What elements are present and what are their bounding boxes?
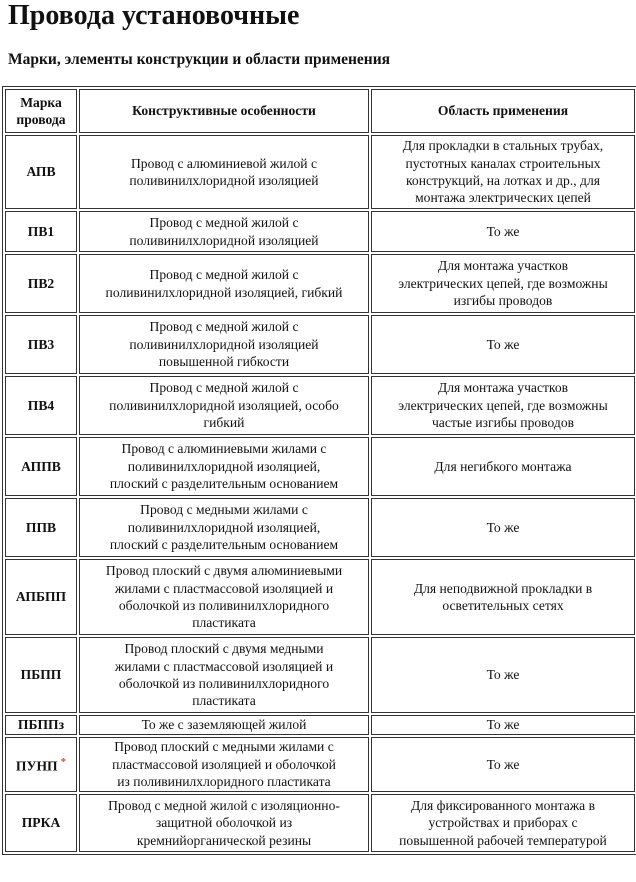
cell-application xyxy=(371,715,635,735)
construction-text-line: Провод с медной жилой с xyxy=(149,215,299,231)
header-mark xyxy=(5,89,77,133)
application-text-line: Для неподвижной прокладки в xyxy=(413,580,593,596)
construction-text-line: жилами с пластмассовой изоляцией и xyxy=(114,658,334,674)
construction-text-line: Провод с медной жилой с xyxy=(149,267,299,283)
application-text-line: осветительных сетях xyxy=(442,598,564,613)
construction-text-line: Провод с медной жилой с xyxy=(149,319,299,335)
mark-label: ПВ4 xyxy=(27,397,55,413)
table-header-row xyxy=(5,89,635,133)
cell-construction xyxy=(79,794,369,852)
construction-text-line: Провод плоский с медными жилами с xyxy=(114,739,334,755)
application-text-line: конструкций, на лотках и др., для xyxy=(406,173,600,188)
construction-text-line: повышенной гибкости xyxy=(158,354,290,370)
application-text-line: пустотных каналах строительных xyxy=(405,155,601,171)
construction-text-line: пластиката xyxy=(192,615,256,631)
mark-label: АППВ xyxy=(21,458,61,474)
construction-text-line: Провод с алюминиевыми жилами с xyxy=(121,441,327,457)
mark-label: АПВ xyxy=(26,164,56,180)
header-construction: Конструктивные особенности xyxy=(79,89,369,133)
cell-construction xyxy=(79,437,369,496)
table-row xyxy=(5,715,635,735)
cell-construction xyxy=(79,637,369,713)
application-text-line: То же xyxy=(486,756,520,772)
construction-text-line: поливинилхлоридной изоляцией, особо xyxy=(109,397,339,413)
table-row xyxy=(5,135,635,209)
application-text-line: устройствах и приборах с xyxy=(428,815,578,831)
application-text-line: электрических цепей, где возможны xyxy=(398,275,608,291)
application-text-line: То же xyxy=(486,223,520,239)
cell-mark xyxy=(5,376,77,435)
construction-text-line: поливинилхлоридной изоляцией xyxy=(129,173,319,188)
table-row xyxy=(5,498,635,557)
cell-construction xyxy=(79,559,369,635)
application-text-line: Для монтажа участков xyxy=(437,258,569,274)
construction-text-line: Провод плоский с двумя медными xyxy=(124,641,324,657)
cell-application xyxy=(371,559,635,635)
cell-application xyxy=(371,437,635,496)
application-text-line: Для негибкого монтажа xyxy=(434,458,572,474)
cell-mark xyxy=(5,559,77,635)
cell-application xyxy=(371,794,635,852)
construction-text-line: Провод с медной жилой с изоляционно- xyxy=(108,797,340,813)
mark-label: ПБПП xyxy=(20,667,62,683)
table-row xyxy=(5,315,635,374)
construction-text-line: поливинилхлоридной изоляцией, xyxy=(127,458,321,474)
application-text-line: То же xyxy=(486,336,520,352)
cell-application xyxy=(371,254,635,313)
construction-text-line: из поливинилхлоридного пластиката xyxy=(117,774,331,790)
construction-text-line: плоский с разделительным основанием xyxy=(109,537,339,553)
cell-construction xyxy=(79,254,369,313)
construction-text-line: Провод с медными жилами с xyxy=(140,502,308,518)
construction-text-line: плоский с разделительным основанием xyxy=(109,476,339,492)
application-text-line: Для прокладки в стальных трубах, xyxy=(402,138,604,154)
mark-label: ППВ xyxy=(25,519,57,535)
table-row xyxy=(5,376,635,435)
table-row xyxy=(5,737,635,792)
application-text-line: повышенной рабочей температурой xyxy=(399,832,607,848)
construction-text-line: То же с заземляющей жилой xyxy=(141,717,307,733)
cell-application xyxy=(371,211,635,252)
header-mark-line1: Марка xyxy=(20,94,62,110)
cell-application xyxy=(371,315,635,374)
cell-construction xyxy=(79,376,369,435)
construction-text-line: гибкий xyxy=(203,415,245,431)
table-row xyxy=(5,559,635,635)
application-text-line: То же xyxy=(486,667,520,683)
mark-label: ПБППз xyxy=(17,717,65,733)
table-row xyxy=(5,254,635,313)
construction-text-line: пластмассовой изоляцией и оболочкой xyxy=(112,756,336,772)
mark-label: ПУНП xyxy=(15,758,58,774)
construction-text-line: пластиката xyxy=(192,693,256,709)
construction-text-line: оболочкой из поливинилхлоридного xyxy=(118,676,330,691)
cell-application xyxy=(371,376,635,435)
mark-label: ПВ3 xyxy=(27,336,55,352)
cell-construction xyxy=(79,315,369,374)
table-row xyxy=(5,211,635,252)
page-title: Провода установочные xyxy=(8,0,300,31)
cell-mark xyxy=(5,135,77,209)
application-text-line: То же xyxy=(486,519,520,535)
cell-mark xyxy=(5,211,77,252)
table-row xyxy=(5,637,635,713)
application-text-line: монтажа электрических цепей xyxy=(415,190,591,206)
construction-text-line: жилами с пластмассовой изоляцией и xyxy=(114,580,334,596)
mark-label: АПБПП xyxy=(15,589,67,605)
construction-text-line: поливинилхлоридной изоляцией xyxy=(129,232,319,248)
table-row xyxy=(5,794,635,852)
footnote-marker: * xyxy=(60,756,67,769)
cell-mark xyxy=(5,794,77,852)
cell-mark xyxy=(5,315,77,374)
cell-mark xyxy=(5,254,77,313)
cell-mark xyxy=(5,715,77,735)
application-text-line: Для фиксированного монтажа в xyxy=(410,797,596,813)
cell-application xyxy=(371,737,635,792)
construction-text-line: оболочкой из поливинилхлоридного xyxy=(118,598,330,613)
application-text-line: электрических цепей, где возможны xyxy=(398,397,608,413)
cell-mark xyxy=(5,437,77,496)
table-row xyxy=(5,437,635,496)
construction-text-line: Провод плоский с двумя алюминиевыми xyxy=(105,563,343,579)
application-text-line: частые изгибы проводов xyxy=(431,415,575,431)
mark-label: ПВ2 xyxy=(27,275,55,291)
construction-text-line: Провод с медной жилой с xyxy=(149,380,299,396)
application-text-line: Для монтажа участков xyxy=(437,380,569,396)
mark-label: ПРКА xyxy=(21,815,61,831)
cell-mark xyxy=(5,737,77,792)
cell-mark xyxy=(5,498,77,557)
construction-text-line: кремнийорганической резины xyxy=(136,832,312,848)
header-application: Область применения xyxy=(371,89,635,133)
cell-construction xyxy=(79,737,369,792)
cell-construction xyxy=(79,135,369,209)
page-subtitle: Марки, элементы конструкции и области применения xyxy=(8,51,391,68)
cell-application xyxy=(371,135,635,209)
construction-text-line: защитной оболочкой из xyxy=(155,815,293,831)
application-text-line: То же xyxy=(486,717,520,733)
wire-types-table xyxy=(2,86,636,855)
application-text-line: изгибы проводов xyxy=(453,293,553,309)
cell-construction xyxy=(79,498,369,557)
cell-construction xyxy=(79,211,369,252)
construction-text-line: Провод с алюминиевой жилой с xyxy=(130,155,317,171)
construction-text-line: поливинилхлоридной изоляцией xyxy=(129,336,319,352)
construction-text-line: поливинилхлоридной изоляцией, xyxy=(127,519,321,535)
cell-application xyxy=(371,498,635,557)
cell-application xyxy=(371,637,635,713)
cell-mark xyxy=(5,637,77,713)
header-mark-line2: провода xyxy=(16,112,66,127)
mark-label: ПВ1 xyxy=(27,223,55,239)
construction-text-line: поливинилхлоридной изоляцией, гибкий xyxy=(105,284,343,300)
table-body xyxy=(5,135,635,852)
cell-construction xyxy=(79,715,369,735)
